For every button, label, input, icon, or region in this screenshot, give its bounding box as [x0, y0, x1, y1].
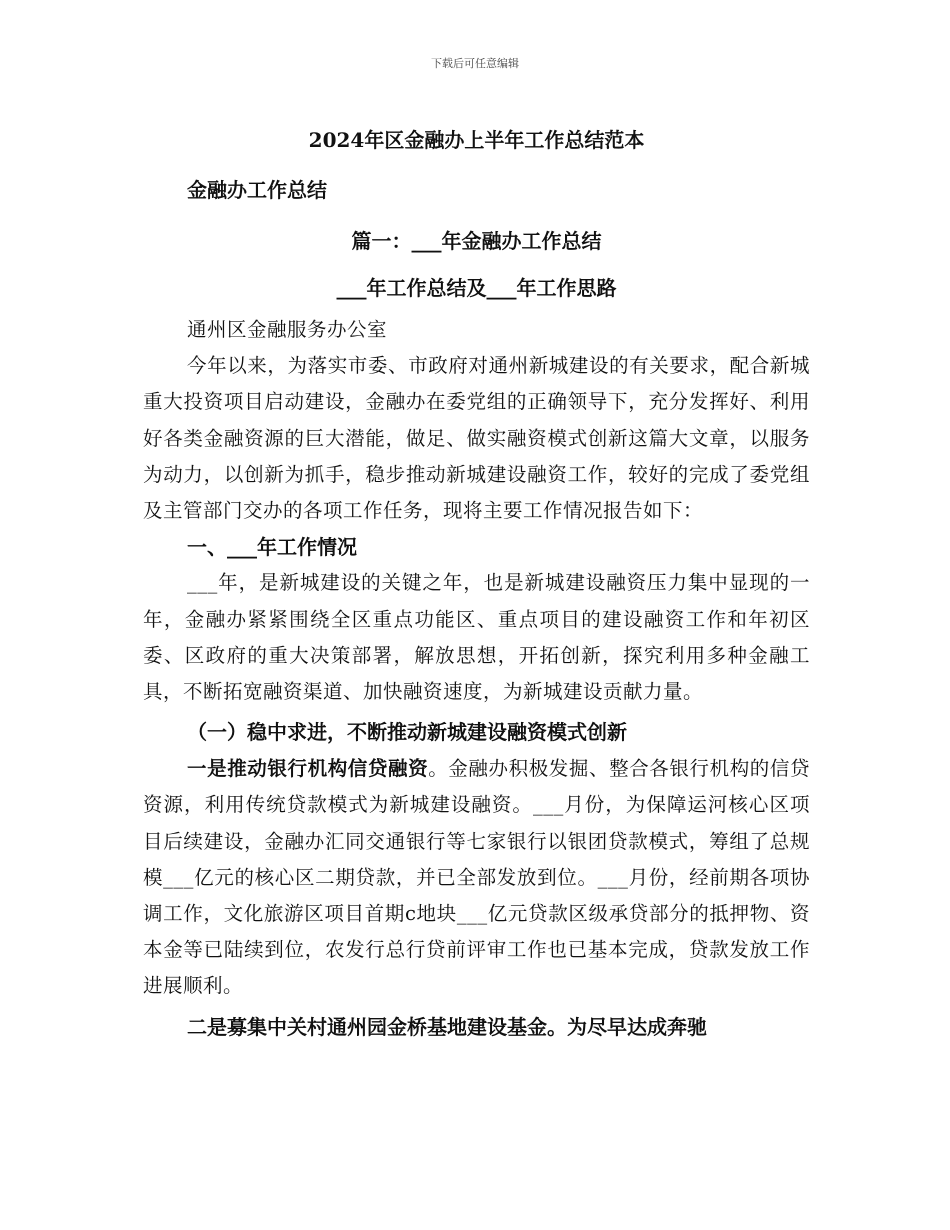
section1-paragraph: ___年，是新城建设的关键之年，也是新城建设融资压力集中显现的一年，金融办紧紧围绕全区重点功能区、重点项目的建设融资工作和年初区委、区政府的重大决策部署，解放思想，开拓创新，探究利用多种金融工具，不断拓宽融资渠道、加快融资速度，为新城建设贡献力量。: [143, 571, 810, 704]
item1-text: 。金融办积极发掘、整合各银行机构的信贷资源，利用传统贷款模式为新城建设融资。___月份，为保障运河核心区项目后续建设，金融办汇同交通银行等七家银行以银团贷款模式，筹组了总规模___亿元的核心区二期贷款，并已全部发放到位。___月份，经前期各项协调工作，文化旅游区项目首期c地块___亿元贷款区级承贷部分的抵押物、资本金等已陆续到位，农发行总行贷前评审工作也已基本完成，贷款发放工作进展顺利。: [143, 757, 810, 998]
chapter-heading: 篇一：___年金融办工作总结: [351, 229, 602, 253]
document-body: [143, 118, 810, 1046]
item1-lead: 一是推动银行机构信贷融资: [187, 757, 429, 781]
header-note: 下载后可任意编辑: [431, 57, 519, 70]
document-title: 2024年区金融办上半年工作总结范本: [308, 128, 645, 152]
office-name: 通州区金融服务办公室: [187, 318, 388, 341]
section1-heading: 一、___年工作情况: [187, 535, 357, 560]
subsection1-heading: （一）稳中求进，不断推动新城建设融资模式创新: [187, 720, 627, 745]
document-subtitle: 金融办工作总结: [187, 178, 327, 202]
intro-paragraph: 今年以来，为落实市委、市政府对通州新城建设的有关要求，配合新城重大投资项目启动建设，金融办在委党组的正确领导下，充分发挥好、利用好各类金融资源的巨大潜能，做足、做实融资模式创新这篇大文章，以服务为动力，以创新为抓手，稳步推动新城建设融资工作，较好的完成了委党组及主管部门交办的各项工作任务，现将主要工作情况报告如下：: [143, 354, 810, 523]
report-title: ___年工作总结及___年工作思路: [336, 276, 617, 300]
item2-paragraph: 二是募集中关村通州园金桥基地建设基金。为尽早达成奔驰: [187, 1014, 707, 1039]
item1-paragraph: [143, 751, 810, 1004]
